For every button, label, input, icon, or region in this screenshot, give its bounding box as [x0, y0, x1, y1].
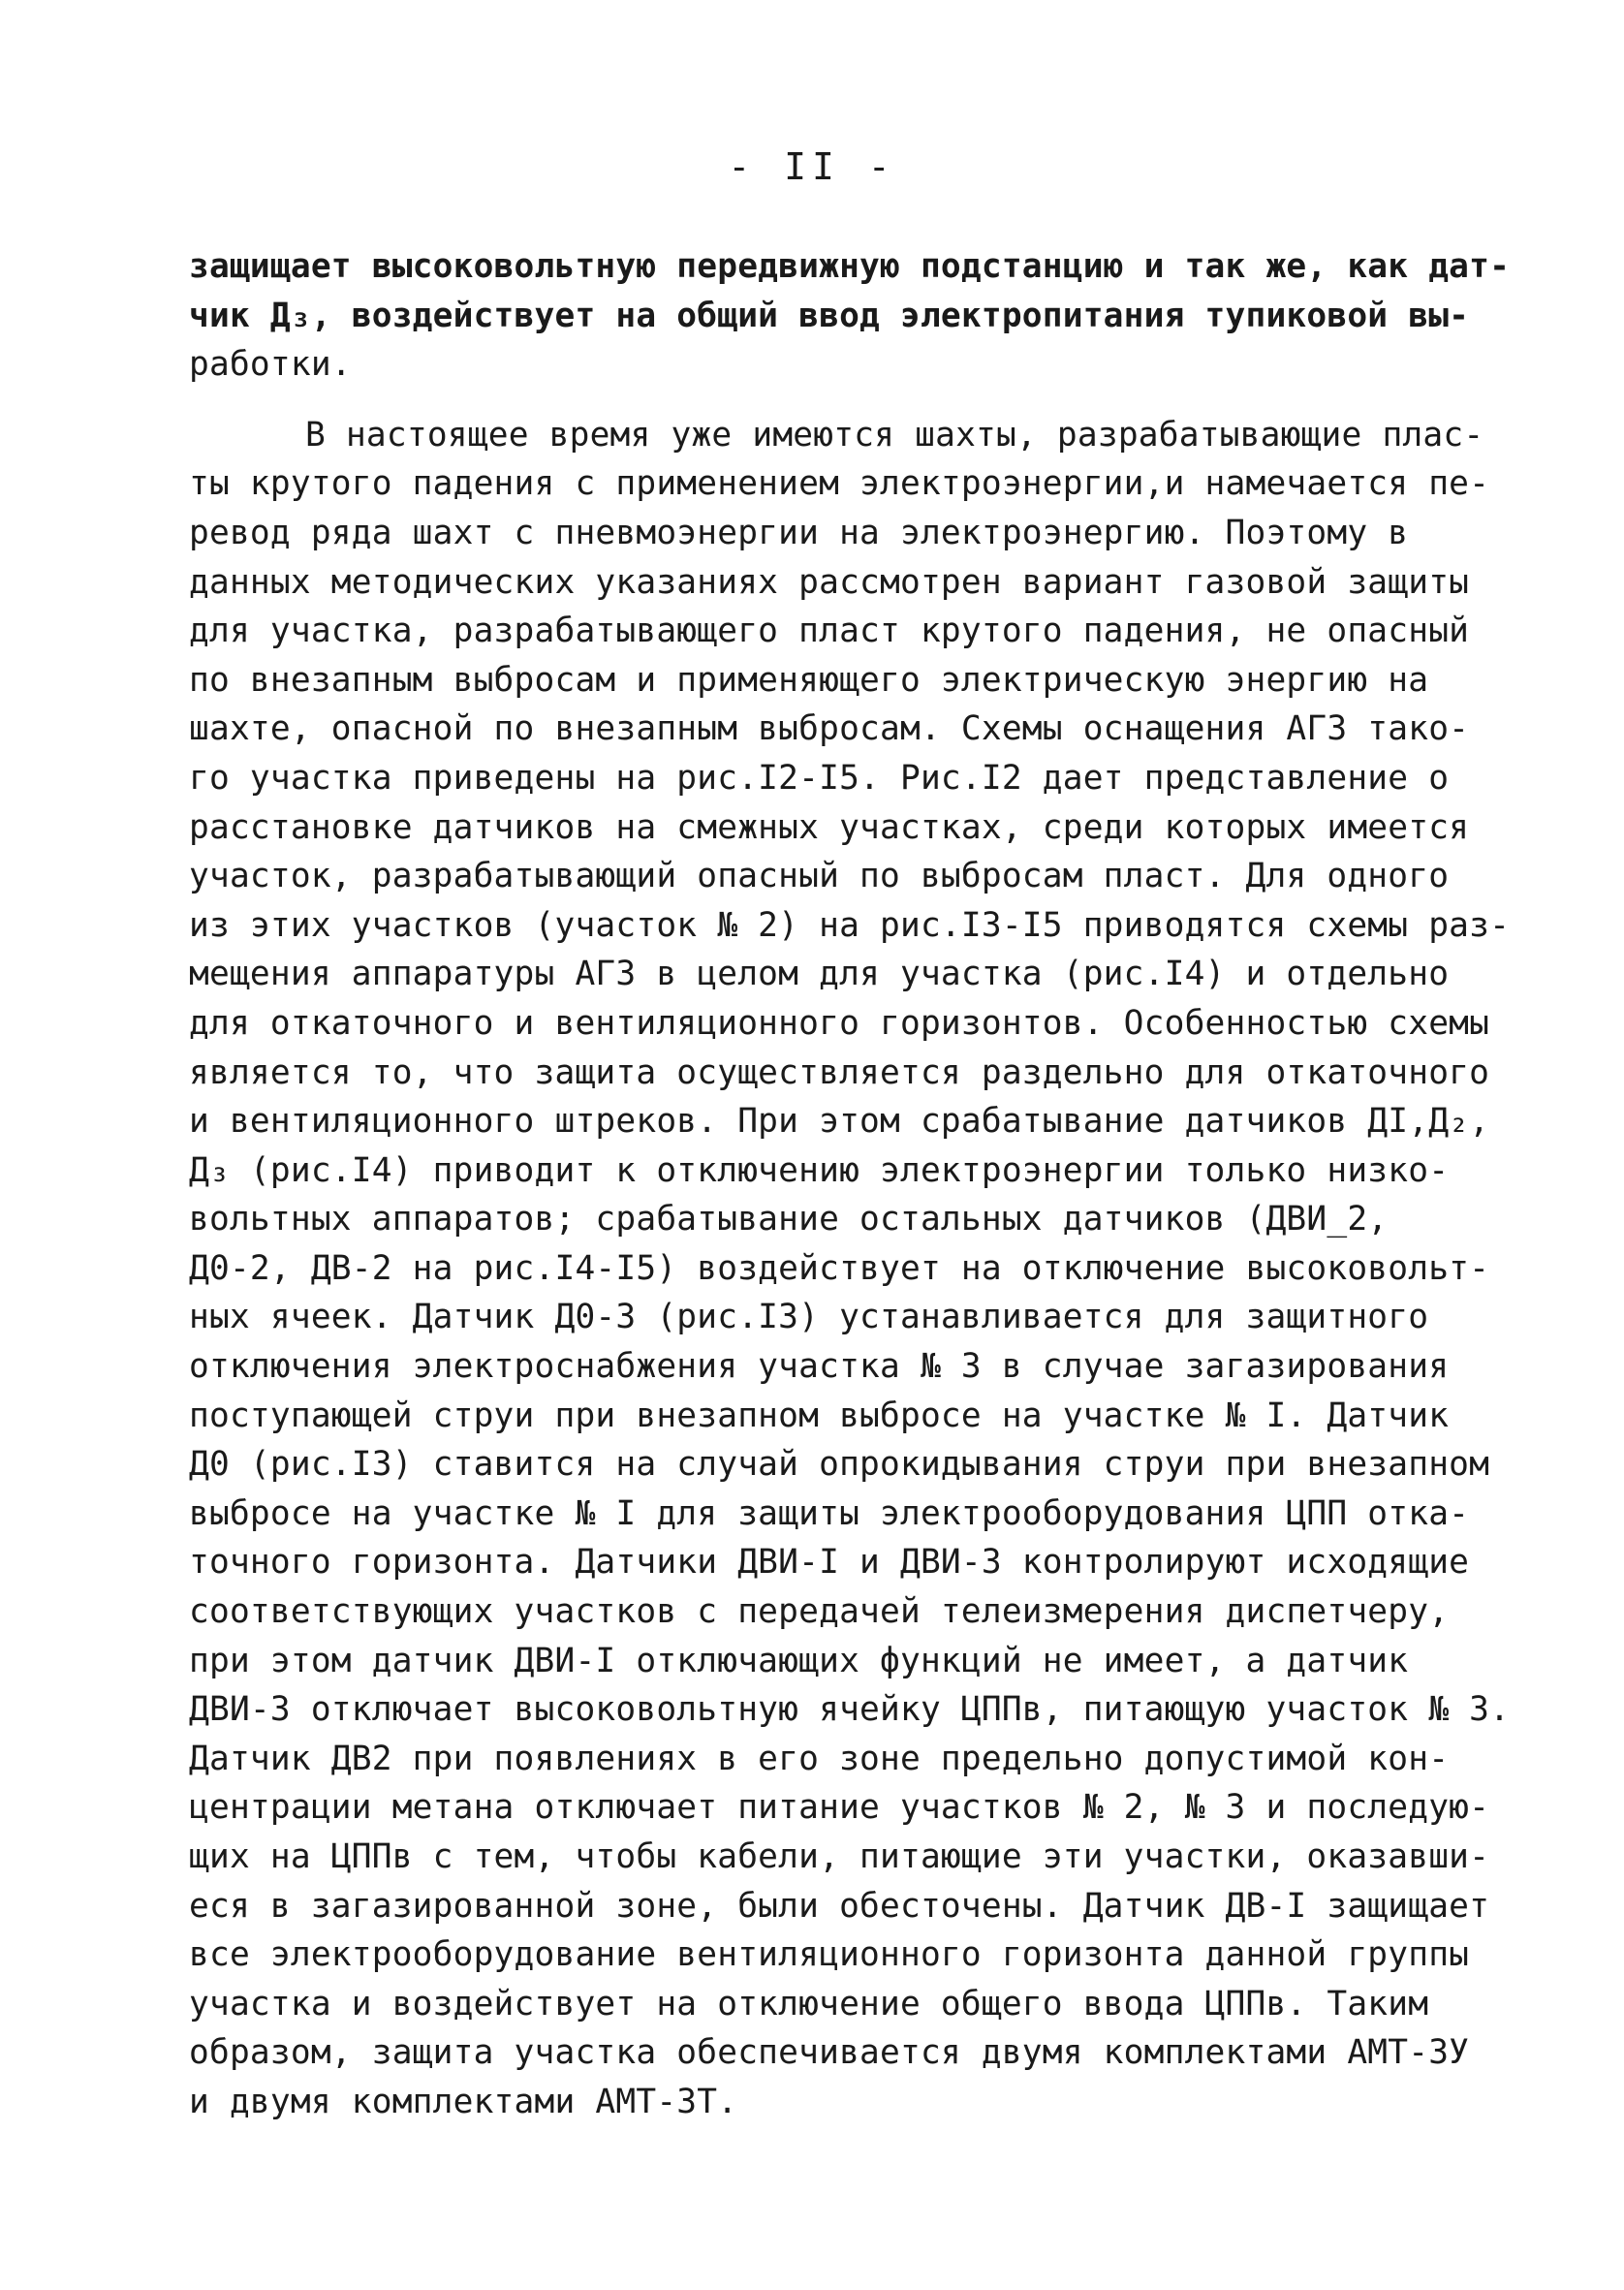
- text-line: данных методических указаниях рассмотрен вариант газовой защиты: [189, 562, 1470, 602]
- text-line: при этом датчик ДВИ-I отключающих функций не имеет, а датчик: [189, 1641, 1409, 1680]
- text-line: вольтных аппаратов; срабатывание остальных датчиков (ДВИ_2,: [189, 1200, 1389, 1239]
- text-line: ных ячеек. Датчик Д0-3 (рис.I3) устанавливается для защитного: [189, 1298, 1429, 1337]
- text-line: и вентиляционного штреков. При этом срабатывание датчиков ДI,Д₂,: [189, 1102, 1490, 1142]
- text-line: образом, защита участка обеспечивается двумя комплектами АМТ-3У: [189, 2033, 1470, 2073]
- text-line: В настоящее время уже имеются шахты, разрабатывающие плас-: [305, 415, 1484, 455]
- text-line: центрации метана отключает питание участков № 2, № 3 и последую-: [189, 1788, 1490, 1828]
- paragraph-1: [189, 242, 1511, 390]
- text-line: шахте, опасной по внезапным выбросам. Схемы оснащения АГЗ тако-: [189, 709, 1470, 749]
- text-line: Д0 (рис.I3) ставится на случай опрокидывания струи при внезапном: [189, 1445, 1490, 1485]
- text-line: щих на ЦППв с тем, чтобы кабели, питающие эти участки, оказавши-: [189, 1837, 1490, 1876]
- text-line: Д₃ (рис.I4) приводит к отключению электроэнергии только низко-: [189, 1150, 1450, 1190]
- text-line: го участка приведены на рис.I2-I5. Рис.I2 дает представление о: [189, 758, 1450, 798]
- text-line: поступающей струи при внезапном выбросе на участке № I. Датчик: [189, 1396, 1450, 1435]
- text-line: ревод ряда шахт с пневмоэнергии на электроэнергию. Поэтому в: [189, 513, 1409, 552]
- text-line: для откаточного и вентиляционного горизонтов. Особенностью схемы: [189, 1003, 1490, 1043]
- text-line: Датчик ДВ2 при появлениях в его зоне предельно допустимой кон-: [189, 1739, 1450, 1778]
- text-line: и двумя комплектами АМТ-3Т.: [189, 2082, 738, 2121]
- text-line: Д0-2, ДВ-2 на рис.I4-I5) воздействует на отключение высоковольт-: [189, 1248, 1490, 1288]
- text-line: расстановке датчиков на смежных участках, среди которых имеется: [189, 807, 1470, 847]
- body-text: [189, 242, 1511, 2127]
- text-line: ДВИ-3 отключает высоковольтную ячейку ЦППв, питающую участок № 3.: [189, 1690, 1511, 1730]
- text-line: работки.: [189, 345, 352, 385]
- text-line: для участка, разрабатывающего пласт крутого падения, не опасный: [189, 612, 1470, 651]
- text-line: защищает высоковольтную передвижную подстанцию и так же, как дат-: [189, 247, 1511, 286]
- text-line: все электрооборудование вентиляционного горизонта данной группы: [189, 1935, 1470, 1975]
- text-line: точного горизонта. Датчики ДВИ-I и ДВИ-3 контролируют исходящие: [189, 1543, 1470, 1583]
- text-line: участок, разрабатывающий опасный по выбросам пласт. Для одного: [189, 857, 1450, 896]
- text-line: мещения аппаратуры АГЗ в целом для участка (рис.I4) и отдельно: [189, 955, 1450, 994]
- text-line: является то, что защита осуществляется раздельно для откаточного: [189, 1052, 1490, 1092]
- text-line: ты крутого падения с применением электроэнергии,и намечается пе-: [189, 464, 1490, 504]
- page-number: - II -: [728, 145, 896, 188]
- text-line: отключения электроснабжения участка № 3 в случае загазирования: [189, 1347, 1450, 1387]
- text-line: из этих участков (участок № 2) на рис.I3-I5 приводятся схемы раз-: [189, 905, 1511, 945]
- text-line: соответствующих участков с передачей телеизмерения диспетчеру,: [189, 1592, 1450, 1632]
- text-line: чик Д₃, воздействует на общий ввод электропитания тупиковой вы-: [189, 296, 1470, 335]
- text-line: по внезапным выбросам и применяющего электрическую энергию на: [189, 660, 1429, 700]
- paragraph-2: [189, 411, 1511, 2127]
- text-line: участка и воздействует на отключение общего ввода ЦППв. Таким: [189, 1984, 1429, 2023]
- text-line: выбросе на участке № I для защиты электрооборудования ЦПП отка-: [189, 1493, 1470, 1533]
- text-line: еся в загазированной зоне, были обесточены. Датчик ДВ-I защищает: [189, 1886, 1490, 1926]
